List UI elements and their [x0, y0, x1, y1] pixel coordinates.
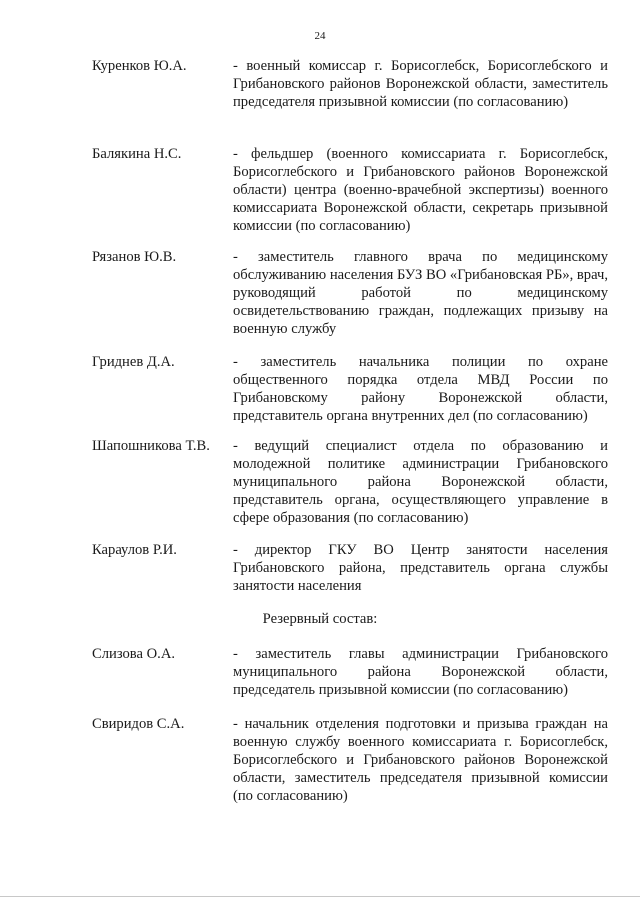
- member-description: - начальник отделения подготовки и призыва граждан на военную службу военного комиссариата г. Борисоглебск, Борисоглебского и Грибановского районов Воронежской области, заместитель председателя призывной комиссии (по согласованию): [233, 716, 608, 804]
- member-name: Шапошникова Т.В.: [92, 438, 210, 454]
- member-name: Рязанов Ю.В.: [92, 249, 177, 265]
- member-description: - заместитель начальника полиции по охране общественного порядка отдела МВД России по Грибановскому району Воронежской области, представитель органа внутренних дел (по согласованию): [233, 354, 608, 424]
- member-name: Слизова О.А.: [92, 646, 176, 662]
- page-bottom-edge: [0, 896, 640, 897]
- member-name: Куренков Ю.А.: [92, 58, 187, 74]
- member-description: - заместитель главы администрации Грибановского муниципального района Воронежской области, председатель призывной комиссии (по согласованию): [233, 646, 608, 698]
- member-description: - фельдшер (военного комиссариата г. Борисоглебск, Борисоглебского и Грибановского районов Воронежской области) центра (военно-врачебной экспертизы) военного комиссариата Воронежской области, секретарь призывной комиссии (по согласованию): [233, 146, 608, 234]
- member-description: - ведущий специалист отдела по образованию и молодежной политике администрации Грибановского муниципального района Воронежской области, представитель органа, осуществляющего управление в сфере образования (по согласованию): [233, 438, 608, 526]
- member-name: Караулов Р.И.: [92, 542, 177, 558]
- reserve-heading: Резервный состав:: [262, 611, 378, 627]
- member-name: Гриднев Д.А.: [92, 354, 175, 370]
- member-description: - заместитель главного врача по медицинскому обслуживанию населения БУЗ ВО «Грибановская РБ», врач, руководящий работой по медицинскому освидетельствованию граждан, подлежащих призыву на военную службу: [233, 249, 608, 337]
- member-name: Балякина Н.С.: [92, 146, 182, 162]
- member-description: - военный комиссар г. Борисоглебск, Борисоглебского и Грибановского районов Воронежской области, заместитель председателя призывной комиссии (по согласованию): [233, 58, 608, 110]
- member-description: - директор ГКУ ВО Центр занятости населения Грибановского района, представитель органа службы занятости населения: [233, 542, 608, 594]
- member-name: Свиридов С.А.: [92, 716, 185, 732]
- page-number: 24: [314, 30, 326, 42]
